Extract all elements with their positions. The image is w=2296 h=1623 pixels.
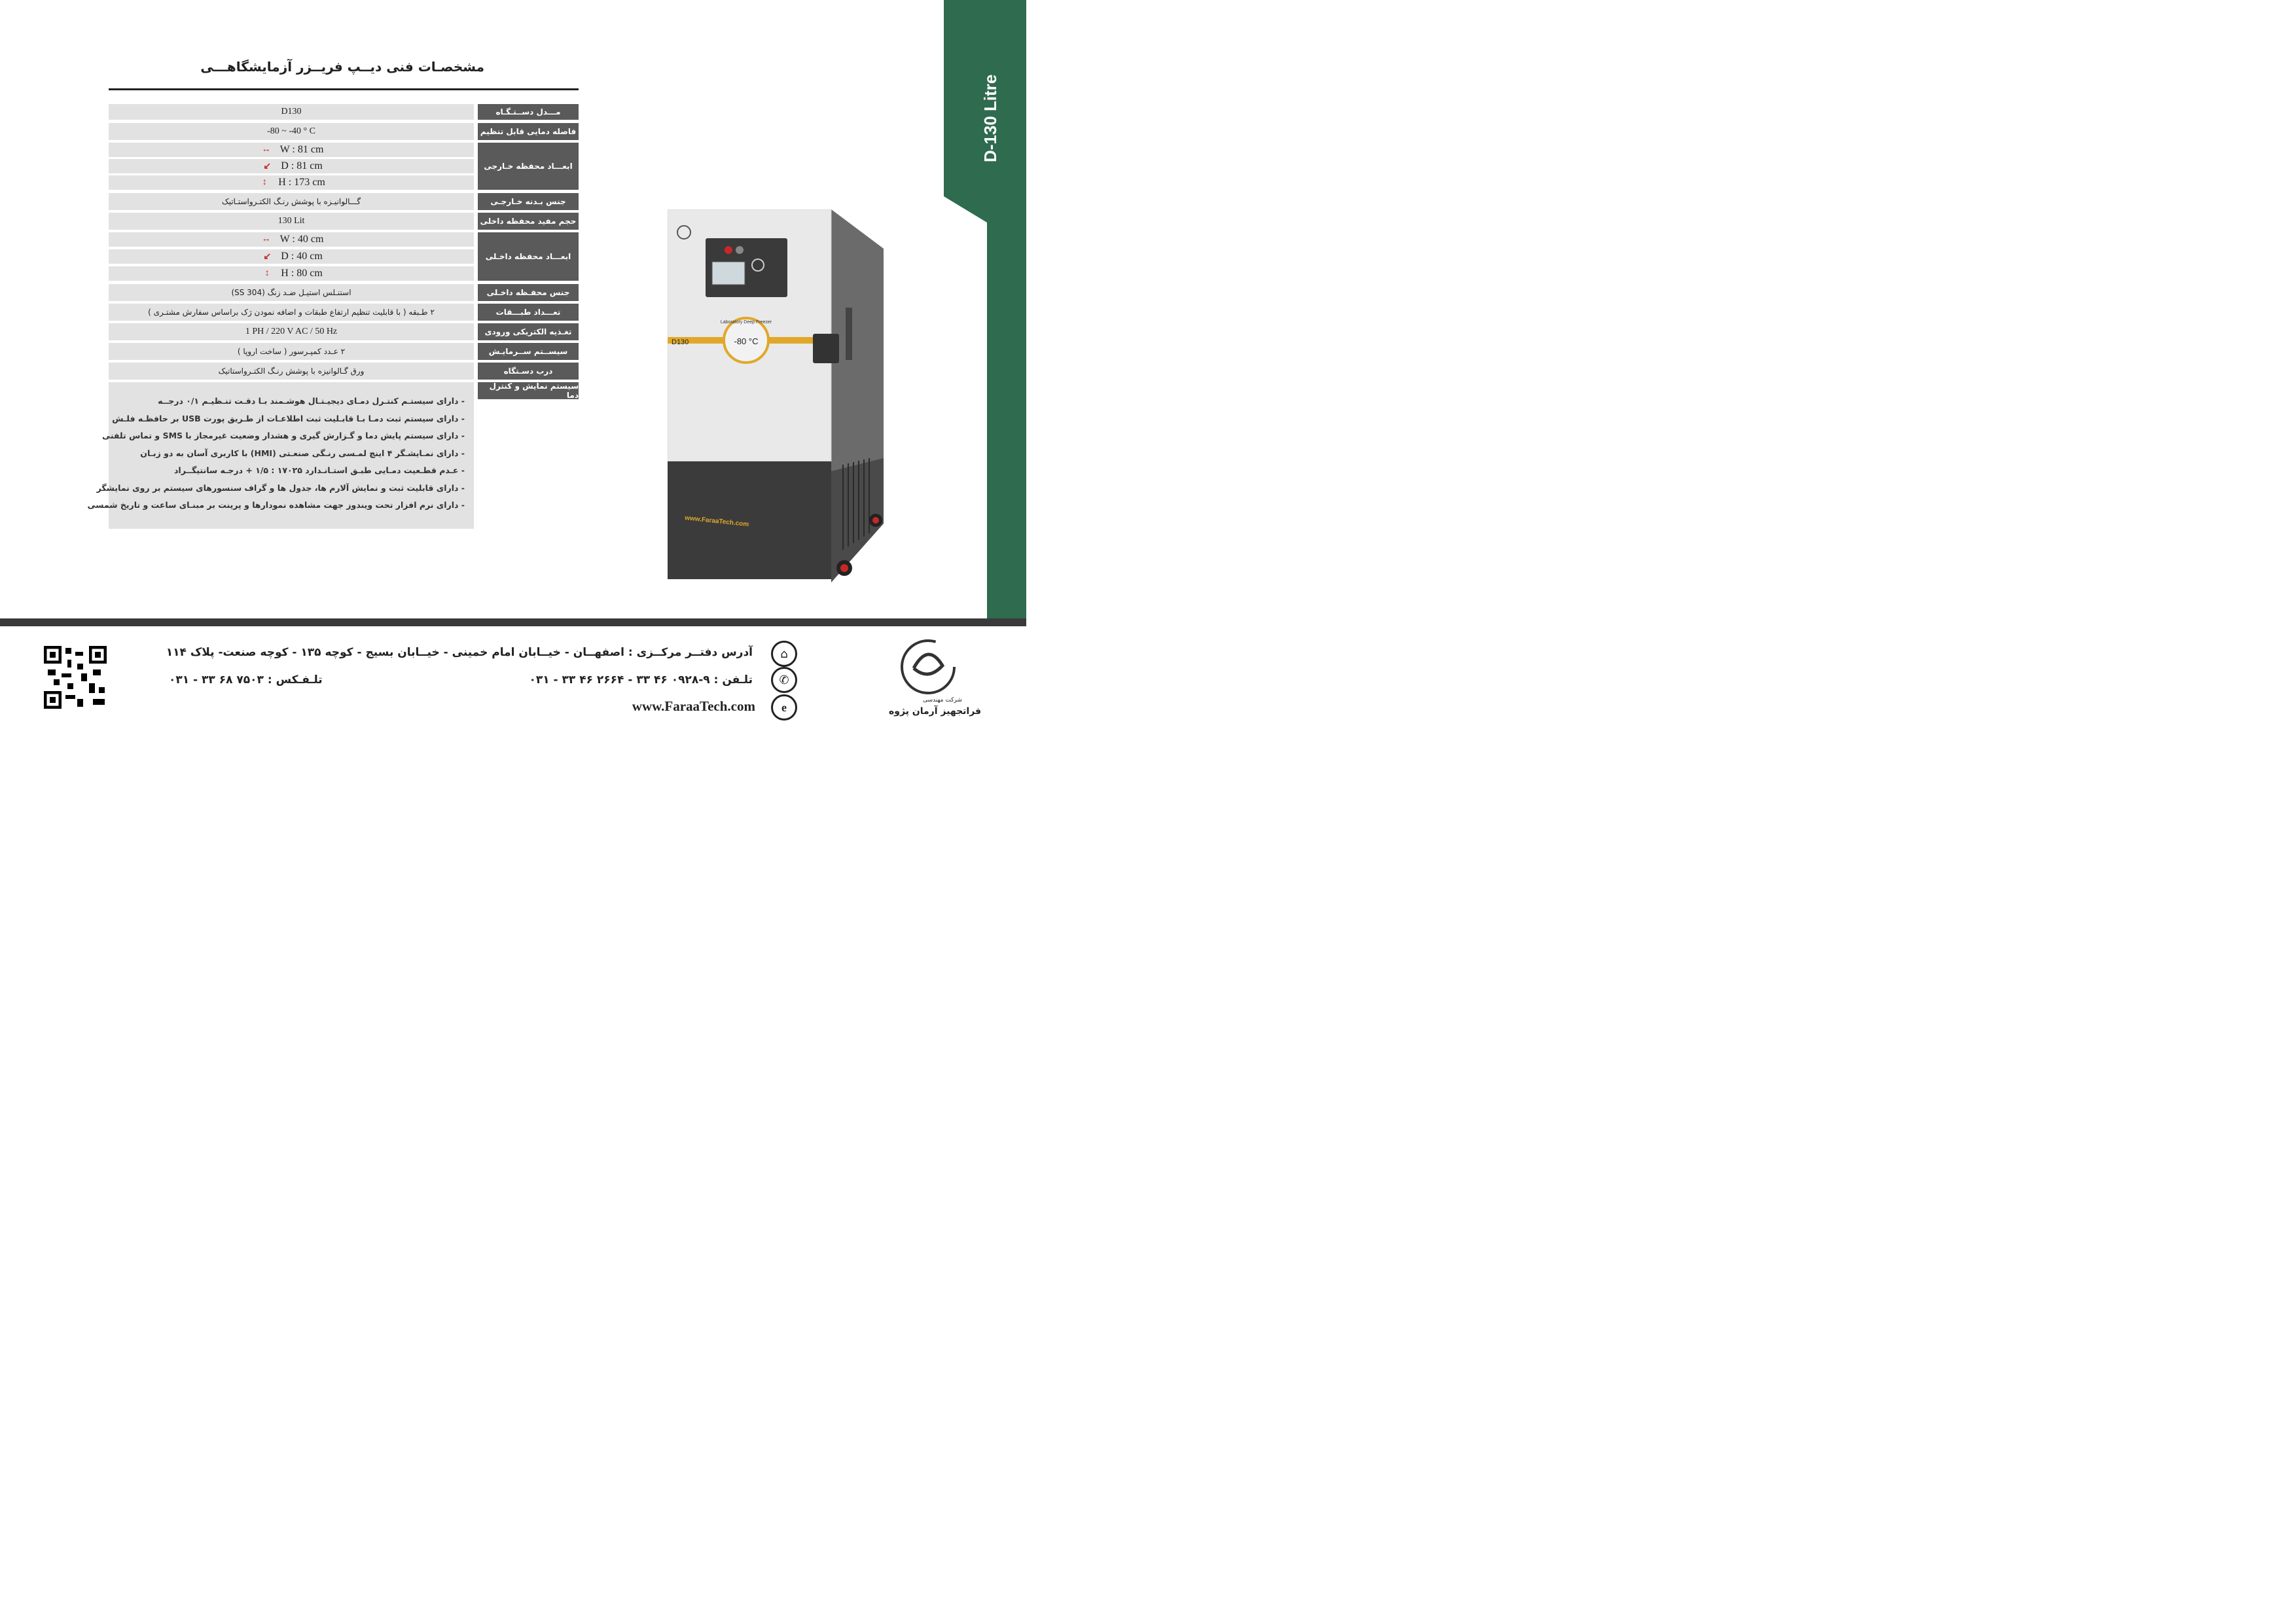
value-shelves: ۲ طـبقه ( با قابلیت تنظیم ارتفاع طبقات و اضافه نمودن رَک براساس سفارش مشتـری )	[109, 304, 474, 321]
side-tab-label: D-130 Litre	[980, 74, 1000, 162]
inner-dim-d-row	[109, 249, 474, 264]
value-chamber-material: استنـلس استیـل ضـد زنگ (SS 304)	[109, 284, 474, 301]
footer-phone: تلـفن : ۹-۰۹۲۸ ۴۶ ۳۳ - ۲۶۶۴ ۴۶ ۳۳ - ۰۳۱	[529, 673, 753, 687]
temp-badge: -80 °C	[734, 336, 759, 346]
outer-dim-w: W : 81 cm	[279, 144, 324, 155]
label-body-material: جنس بـدنه خـارجـی	[478, 193, 579, 210]
outer-dim-d: D : 81 cm	[281, 160, 323, 171]
value-body-material: گـــالوانیـزه با پوشش رنـگ الکتـرواستـاتیک	[109, 193, 474, 210]
height-arrow-icon: ↕	[262, 177, 267, 187]
ring-text: Laboratory Deep Freezer	[720, 320, 772, 325]
label-power: تغـذیه الکتریکی ورودی	[478, 323, 579, 340]
outer-dim-d-row	[109, 159, 474, 173]
footer	[0, 626, 1026, 726]
side-strip	[987, 196, 1026, 618]
base-website: www.FaraaTech.com	[684, 514, 749, 529]
footer-address: آدرس دفتــر مرکــزی : اصفهــان - خیــابان امام خمینی - خیــابان بسیج - کوچه ۱۳۵ - کوچه صنعت- پلاک ۱۱۴	[166, 646, 753, 659]
width-arrow-icon: ↔	[261, 145, 271, 154]
inner-dim-d: D : 40 cm	[281, 251, 323, 262]
list-item: - دارای سیستم پایش دما و گـزارش گیری و هشدار وضعیت غیرمجاز با SMS و تماس تلفنی	[102, 431, 465, 440]
outer-dim-w-row	[109, 143, 474, 157]
label-chamber-material: جنس محفـظه داخـلی	[478, 284, 579, 301]
list-item: - دارای سیستـم کنتـرل دمـای دیجیـتـال هوشـمند بـا دقـت تنـظیـم ۰/۱ درجــه	[158, 396, 465, 406]
label-cooling: سیســتم ســرمایـش	[478, 343, 579, 360]
footer-website[interactable]: www.FaraaTech.com	[632, 698, 755, 714]
value-door: ورق گـالوانیزه با پوشش رنـگ الکتـرواستاتیک	[109, 363, 474, 380]
company-name: فراتجهیز آرمان پژوه	[889, 706, 982, 717]
depth-arrow-icon: ↙	[263, 161, 272, 171]
phone-icon: ✆	[771, 667, 797, 693]
footer-fax: تلـفـکس : ۷۵۰۳ ۶۸ ۳۳ - ۰۳۱	[169, 673, 323, 687]
value-inner-volume: 130 Lit	[109, 213, 474, 230]
company-logo-icon	[894, 635, 962, 698]
label-outer-dims: ابعـــاد محفظه خـارجی	[478, 143, 579, 190]
label-temp-range: فاصله دمایی قابل تنظیم	[478, 123, 579, 140]
value-model: D130	[109, 104, 474, 120]
value-cooling: ۲ عـدد کمپـرسور ( ساخت اروپا )	[109, 343, 474, 360]
depth-arrow-icon: ↙	[263, 251, 272, 262]
footer-bar	[0, 618, 1026, 626]
browser-icon: e	[771, 694, 797, 721]
company-subtitle: شرکت مهندسی	[923, 697, 962, 704]
list-item: - عـدم قطـعیت دمـایی طبـق استـانـدارد ۱۷۰۲۵ : ۱/۵ + درجـه سانتیگــراد	[174, 465, 465, 475]
home-icon: ⌂	[771, 641, 797, 667]
width-arrow-icon: ↔	[261, 234, 271, 244]
label-shelves: تعـــداد طبـــقات	[478, 304, 579, 321]
inner-dim-w: W : 40 cm	[279, 234, 324, 245]
label-inner-volume: حجم مفید محفظه داخلی	[478, 213, 579, 230]
value-power: 1 PH / 220 V AC / 50 Hz	[109, 323, 474, 340]
list-item: - دارای سیستم ثبت دمـا بـا قابـلیت ثبت اطلاعـات از طـریق پورت USB بر حافظـه فلـش	[112, 413, 465, 423]
inner-dim-w-row	[109, 232, 474, 247]
label-inner-dims: ابعـــاد محفظه داخـلی	[478, 232, 579, 281]
value-temp-range: -80 ~ -40 ° C	[109, 123, 474, 140]
label-model: مـــدل دســتـگـاه	[478, 104, 579, 120]
page-title: مشخصـات فنی دیــپ فریــزر آزمایشگاهـــی	[200, 59, 484, 75]
freezer-image	[668, 209, 884, 582]
inner-dim-h-row	[109, 266, 474, 281]
qr-code-icon	[42, 644, 109, 711]
height-arrow-icon: ↕	[264, 268, 270, 278]
side-tab-notch	[944, 196, 987, 223]
model-badge: D130	[672, 338, 689, 346]
outer-dim-h-row	[109, 175, 474, 190]
list-item: - دارای قابلیت ثبت و نمایش آلارم ها، جدول ها و گراف سنسورهای سیستم بر روی نمایشگر	[96, 482, 465, 493]
inner-dim-h: H : 80 cm	[281, 268, 323, 279]
label-door: درب دسـتگاه	[478, 363, 579, 380]
feature-list	[87, 393, 465, 514]
label-display: سیستم نمایش و کنترل دما	[478, 382, 579, 399]
feature-box	[87, 382, 474, 529]
title-rule	[109, 88, 579, 90]
list-item: - دارای نرم افزار تحت ویندوز جهت مشاهده نمودارها و پرینت بر مبنـای ساعت و تاریخ شمسی	[87, 500, 465, 510]
outer-dim-h: H : 173 cm	[278, 177, 325, 188]
list-item: - دارای نمـایشـگر ۴ اینچ لمـسی رنـگی صنعـتی (HMI) با کاربری آسان به دو زبـان	[140, 448, 465, 458]
